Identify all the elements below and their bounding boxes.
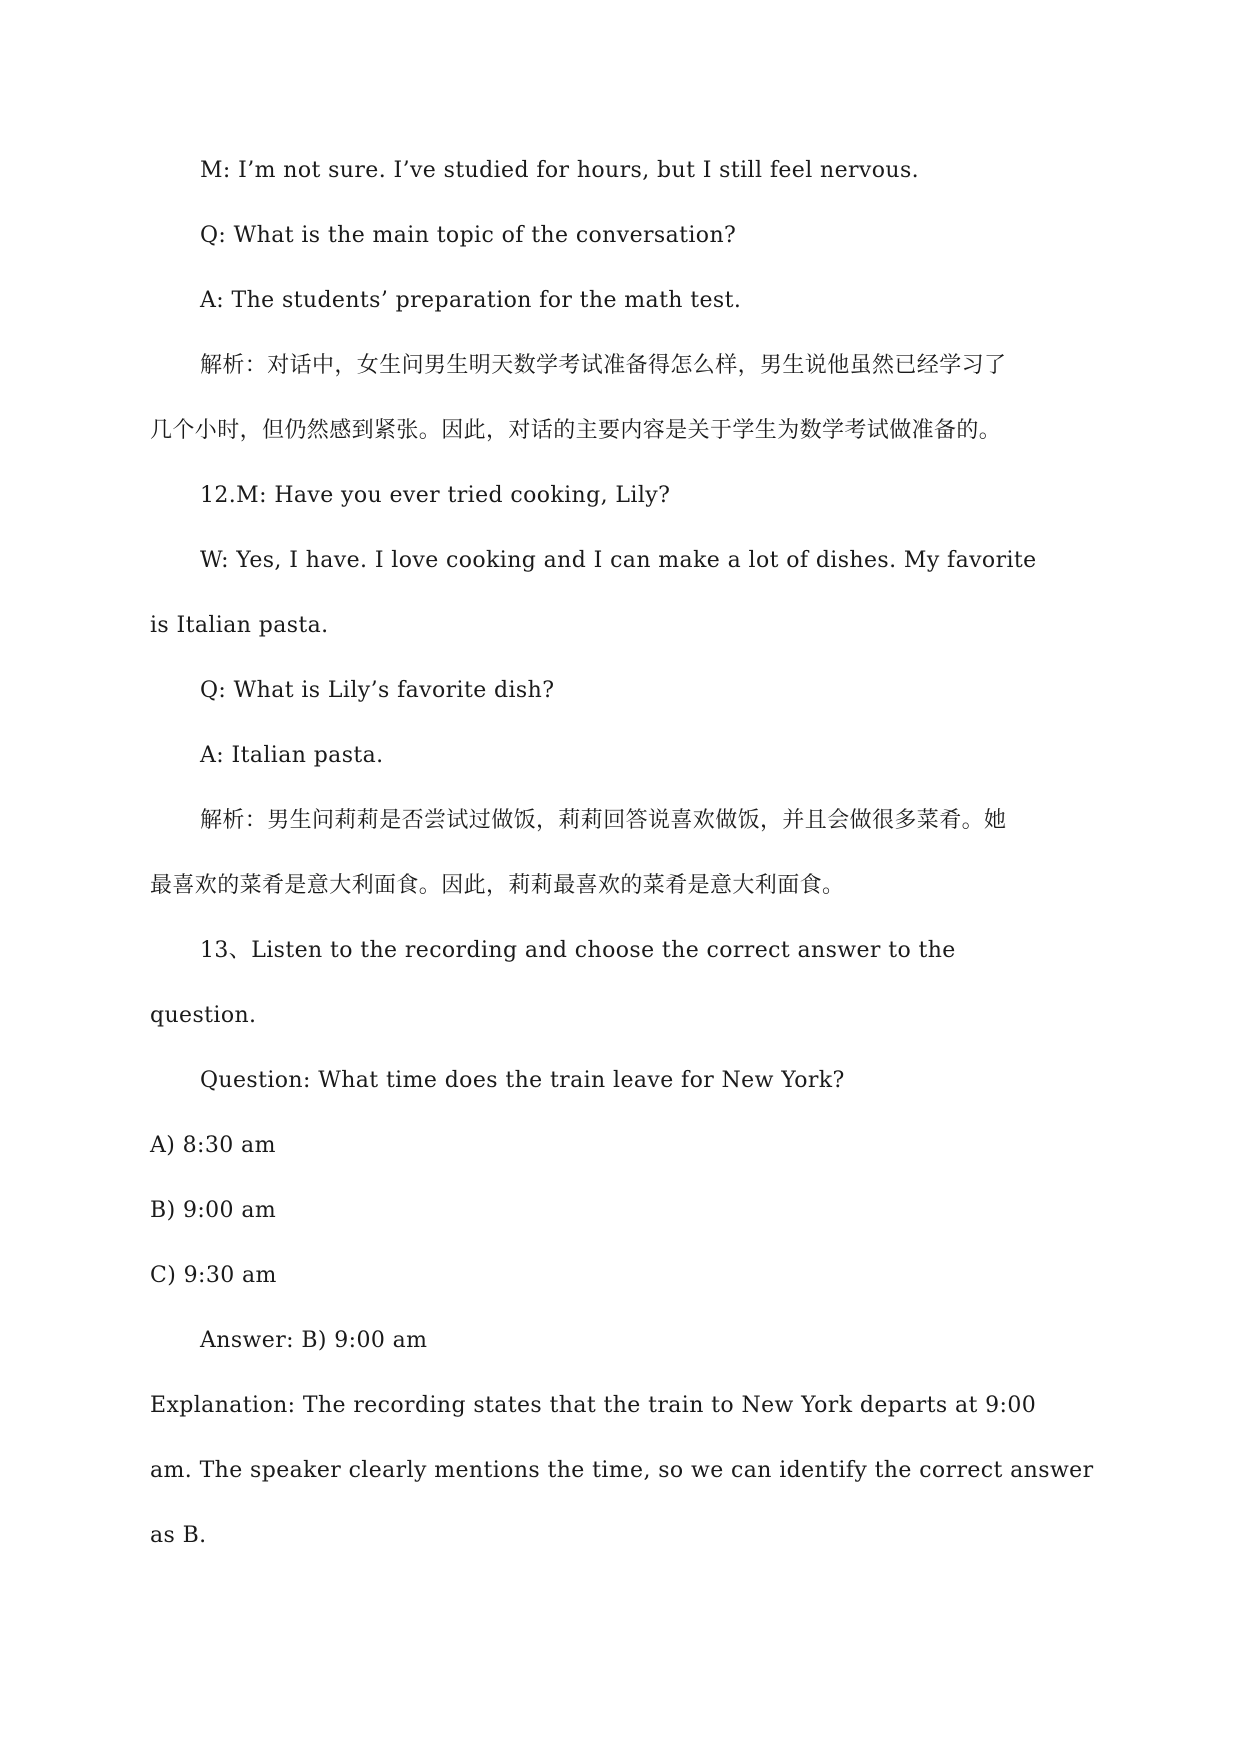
q13-answer: Answer: B) 9:00 am [200, 1328, 428, 1353]
q12-answer: A: Italian pasta. [200, 743, 384, 768]
q13-intro-line-2: question. [150, 1003, 257, 1028]
explanation-line-1: Explanation: The recording states that the train to New York departs at 9:00 [150, 1393, 1037, 1418]
q12-dialogue-w-line-2: is Italian pasta. [150, 613, 329, 638]
answer-preparation: A: The students’ preparation for the math test. [200, 288, 742, 313]
dialogue-line-m-not-sure: M: I’m not sure. I’ve studied for hours, but I still feel nervous. [200, 158, 920, 183]
q12-question: Q: What is Lily’s favorite dish? [200, 678, 555, 703]
q13-intro-line-1: 13、Listen to the recording and choose the correct answer to the [200, 938, 956, 963]
analysis-11-line-1: 解析：对话中，女生问男生明天数学考试准备得怎么样，男生说他虽然已经学习了 [200, 353, 1007, 378]
option-b: B) 9:00 am [150, 1198, 277, 1223]
explanation-line-2: am. The speaker clearly mentions the time, so we can identify the correct answer [150, 1458, 1094, 1483]
q13-question: Question: What time does the train leave for New York? [200, 1068, 845, 1093]
option-a: A) 8:30 am [150, 1133, 276, 1158]
q12-dialogue-w-line-1: W: Yes, I have. I love cooking and I can make a lot of dishes. My favorite [200, 548, 1037, 573]
analysis-12-line-1: 解析：男生问莉莉是否尝试过做饭，莉莉回答说喜欢做饭，并且会做很多菜肴。她 [200, 808, 1007, 833]
analysis-11-line-2: 几个小时，但仍然感到紧张。因此，对话的主要内容是关于学生为数学考试做准备的。 [150, 418, 1002, 443]
document-page [150, 138, 1095, 1568]
question-main-topic: Q: What is the main topic of the conversation? [200, 223, 737, 248]
q12-dialogue-m: 12.M: Have you ever tried cooking, Lily? [200, 483, 671, 508]
explanation-line-3: as B. [150, 1523, 207, 1548]
analysis-12-line-2: 最喜欢的菜肴是意大利面食。因此，莉莉最喜欢的菜肴是意大利面食。 [150, 873, 845, 898]
option-c: C) 9:30 am [150, 1263, 277, 1288]
